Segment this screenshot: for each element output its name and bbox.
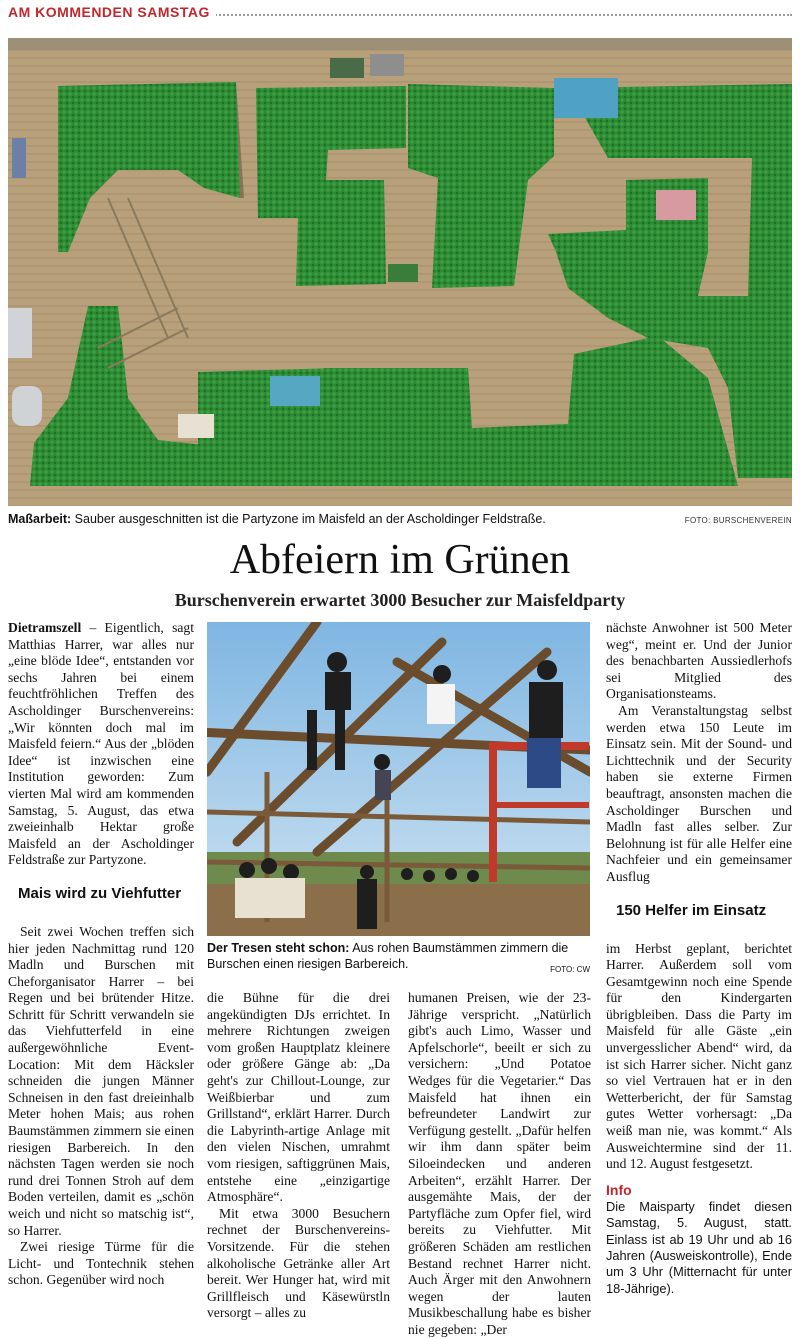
kicker-label: AM KOMMENDEN SAMSTAG [8, 4, 216, 20]
info-text: Die Maisparty findet diesen Samstag, 5. August, statt. Einlass ist ab 19 Uhr und ab 16 Jahren (Ausweiskontrolle), Ende um 3 Uhr (Mitternacht für unter 18-Jährige). [606, 1198, 792, 1296]
article-column-4 [606, 620, 792, 1297]
subheading: 150 Helfer im Einsatz [616, 901, 767, 919]
dateline: Dietramszell [8, 620, 82, 635]
paragraph: Seit zwei Wochen treffen sich hier jeden Nachmittag rund 120 Madln und Burschen mit Cheforganisator Harrer – bei Regen und bei brütender Hitze. Schritt für Schritt verwandeln sie das Viehfutterfeld in eine außergewöhnliche Event-Location: Mit dem Häcksler schneiden die jungen Männer Schneisen in den fast dreieinhalb Meter hohen Mais; aus rohen Baumstämmen zimmern sie einen riesigen Barbereich. In den nächsten Tagen werden sie noch rund drei Tonnen Stroh auf dem Boden verteilen, damit es „schön weich und nicht so matschig ist“, so Harrer. [8, 923, 194, 1238]
caption-lead: Maßarbeit: [8, 512, 72, 526]
photo-bar-construction [207, 622, 590, 936]
top-photo-caption [8, 511, 792, 527]
paragraph: im Herbst geplant, berichtet Harrer. Außerdem soll vom Gesamtgewinn noch eine Spende für den Kindergarten übrigbleiben. Dass die Party im Maisfeld für alle Gäste „ein unvergesslicher Abend“ wird, da ist sich Harrer sicher. Nicht ganz so viel Vertrauen hat er in den Wetterbericht, der für Samstag gutes Wetter vorhersagt: „Da weiß man nie, was kommt.“ Als Ausweichtermine sind der 11. und 12. August festgesetzt. [606, 940, 792, 1172]
photo-credit: FOTO: CW [550, 965, 590, 974]
paragraph: Am Veranstaltungstag selbst werden etwa 150 Leute im Einsatz sein. Mit der Sound- und Lichttechnik und der Security haben sie externe Firmen beauftragt, ansonsten machen die Ascholdinger Burschen und Madln fast alles selber. Zur Belohnung ist für alle Helfer eine Nachfeier und ein gemeinsamer Ausflug [606, 702, 792, 884]
article-subheadline: Burschenverein erwartet 3000 Besucher zur Maisfeldparty [174, 590, 626, 610]
caption-lead: Der Tresen steht schon: [207, 941, 350, 955]
article-headline: Abfeiern im Grünen [229, 537, 571, 583]
aerial-photo-illustration [8, 38, 792, 506]
article-column-2 [207, 990, 390, 1322]
paragraph: die Bühne für die drei angekündigten DJs errichtet. In mehrere Richtungen zweigen vom großen Hauptplatz kleinere oder größere Gänge ab: „Da geht's zur Chillout-Lounge, zur Weißbierbar und zum Grillstand“, erklärt Harrer. Durch die Labyrinth-artige Anlage mit den vielen Nischen, umrahmt vom riesigen, saftiggrünen Mais, entstehe eine „einzigartige Atmosphäre“. [207, 990, 390, 1205]
paragraph: humanen Preisen, wie der 23-Jährige verspricht. „Natürlich gibt's auch Limo, Wasser und Apfelschorle“, beeilt er sich zu versichern: „Und Potatoe Wedges für die Vegetarier.“ Das Maisfeld hat ihnen ein befreundeter Landwirt zur Verfügung gestellt. „Dafür helfen wir ihm dann später beim Siloeindecken und anderen Arbeiten“, erzählt Harrer. Der ausgemähte Mais, der der Partyfläche zum Opfer fiel, wird bereits zu Viehfutter. Mit größeren Schäden am restlichen Bestand rechnet Harrer nicht. Auch Ärger mit den Anwohnern wegen der lauten Musikbeschallung habe es bisher nie gegeben: „Der [408, 990, 591, 1337]
aerial-photo-maize-field [8, 38, 792, 506]
subheading: Mais wird zu Viehfutter [18, 884, 182, 902]
bar-construction-illustration [207, 622, 590, 936]
info-heading: Info [606, 1181, 632, 1198]
paragraph: nächste Anwohner ist 500 Meter weg“, meint er. Und der Junior des benachbarten Aussiedlerhofs sei Mitglied des Organisationsteams. [606, 620, 792, 702]
caption-text: Sauber ausgeschnitten ist die Partyzone im Maisfeld an der Ascholdinger Feldstraße. [71, 512, 546, 526]
paragraph: Zwei riesige Türme für die Licht- und Tontechnik stehen schon. Gegenüber wird noch [8, 1239, 194, 1288]
paragraph: Mit etwa 3000 Besuchern rechnet der Burschenvereins-Vorsitzende. Für die stehen alkoholische Getränke aller Art bereit. Wer Hunger hat, wird mit Grillfleisch und Käsewürstln versorgt – alles zu [207, 1205, 390, 1321]
article-column-1 [8, 620, 194, 1289]
mid-photo-caption [207, 940, 590, 972]
paragraph-text: – Eigentlich, sagt Matthias Harrer, war alles nur „eine blöde Idee“, entstanden vor sechs Jahren bei einem feuchtfröhlichen Treffen des Ascholdinger Burschenvereins: „Wir könnten doch mal im Maisfeld feiern.“ Aus der „blöden Idee“ ist inzwischen eine Institution geworden: Zum vierten Mal wird am kommenden Samstag, 5. August, das etwa zweieinhalb Hektar große Maisfeld an der Ascholdinger Feldstraße zur Partyzone. [8, 620, 194, 868]
caption-text: Aus rohen Baumstämmen zimmern die Burschen einen riesigen Barbereich. [207, 941, 569, 971]
article-column-3 [408, 990, 591, 1338]
photo-credit: FOTO: BURSCHENVEREIN [684, 516, 792, 525]
section-kicker [8, 4, 792, 26]
paragraph [8, 620, 194, 869]
